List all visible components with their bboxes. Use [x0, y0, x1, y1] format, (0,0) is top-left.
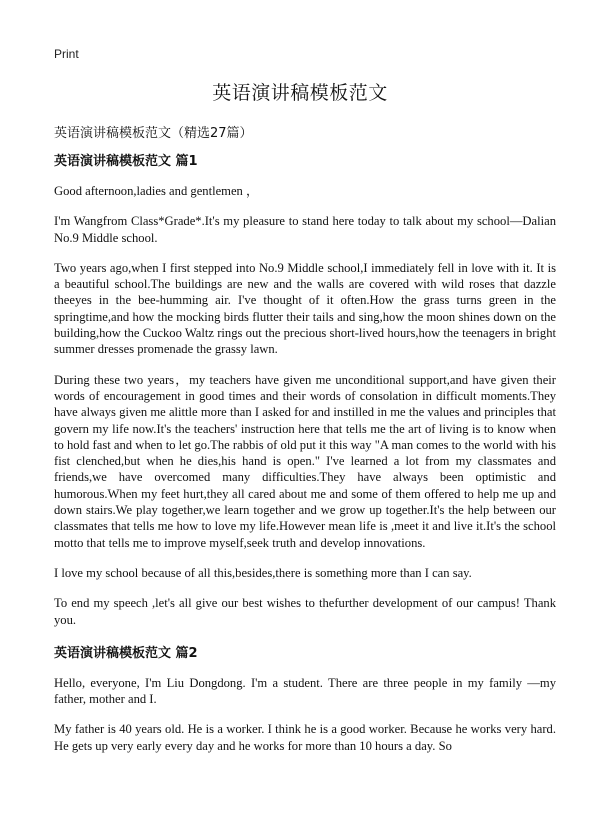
document-subtitle: 英语演讲稿模板范文（精选27篇） [54, 126, 253, 141]
page-title: 英语演讲稿模板范文 [212, 82, 388, 104]
paragraph: During these two years，my teachers have given me unconditional support,and have given their words of encouragement in good times and their words of consolation in difficult moments.They have always given me alittle more than I asked for and instilled in me the values and principles that govern my life now.It's the teachers' instruction here that tells me the art of living is to know when to hold fast and when to let go.The rabbis of old put it this way "A man comes to the world with his fist clenched,but when he dies,his hand is open." I've learned a lot from my classmates and friends,we have overcomed many difficulties.They have always been optimistic and humorous.When my feet hurt,they all cared about me and some of them offered to help me up and down stairs.We play together,we learn together and we grow up together.It's the help between our classmates that tells me how to love my life.However mean life is ,meet it and live it.It's the school motto that tells me to improve myself,seek truth and develop innovations. [54, 372, 556, 550]
document-body [54, 150, 556, 768]
paragraph: Good afternoon,ladies and gentlemen ， [54, 184, 259, 198]
paragraph: To end my speech ,let's all give our best wishes to thefurther development of our campus! Thank you. [54, 596, 556, 627]
print-link[interactable]: Print [54, 47, 79, 61]
section-heading: 英语演讲稿模板范文 篇2 [54, 645, 198, 661]
paragraph: Hello, everyone, I'm Liu Dongdong. I'm a student. There are three people in my family —my father, mother and I. [54, 675, 556, 707]
paragraph: My father is 40 years old. He is a worker. I think he is a good worker. Because he works very hard. He gets up very early every day and he works for more than 10 hours a day. So [54, 722, 556, 753]
paragraph: I'm Wangfrom Class*Grade*.It's my pleasure to stand here today to talk about my school—Dalian No.9 Middle school. [54, 214, 556, 245]
paragraph: Two years ago,when I first stepped into No.9 Middle school,I immediately fell in love with it. It is a beautiful school.The buildings are new and the walls are covered with wild roses that dazzle theeyes in the bee-humming air. I've thought of it often.How the grass turns green in the springtime,and how the mocking birds flutter their tails and sing,how the moon shines down on the building,how the Cuckoo Waltz rings out the precious short-lived hours,how the teenagers in bright summer dresses promenade the grassy lawn. [54, 260, 556, 357]
section-heading: 英语演讲稿模板范文 篇1 [54, 154, 198, 169]
paragraph: I love my school because of all this,besides,there is something more than I can say. [54, 565, 472, 580]
